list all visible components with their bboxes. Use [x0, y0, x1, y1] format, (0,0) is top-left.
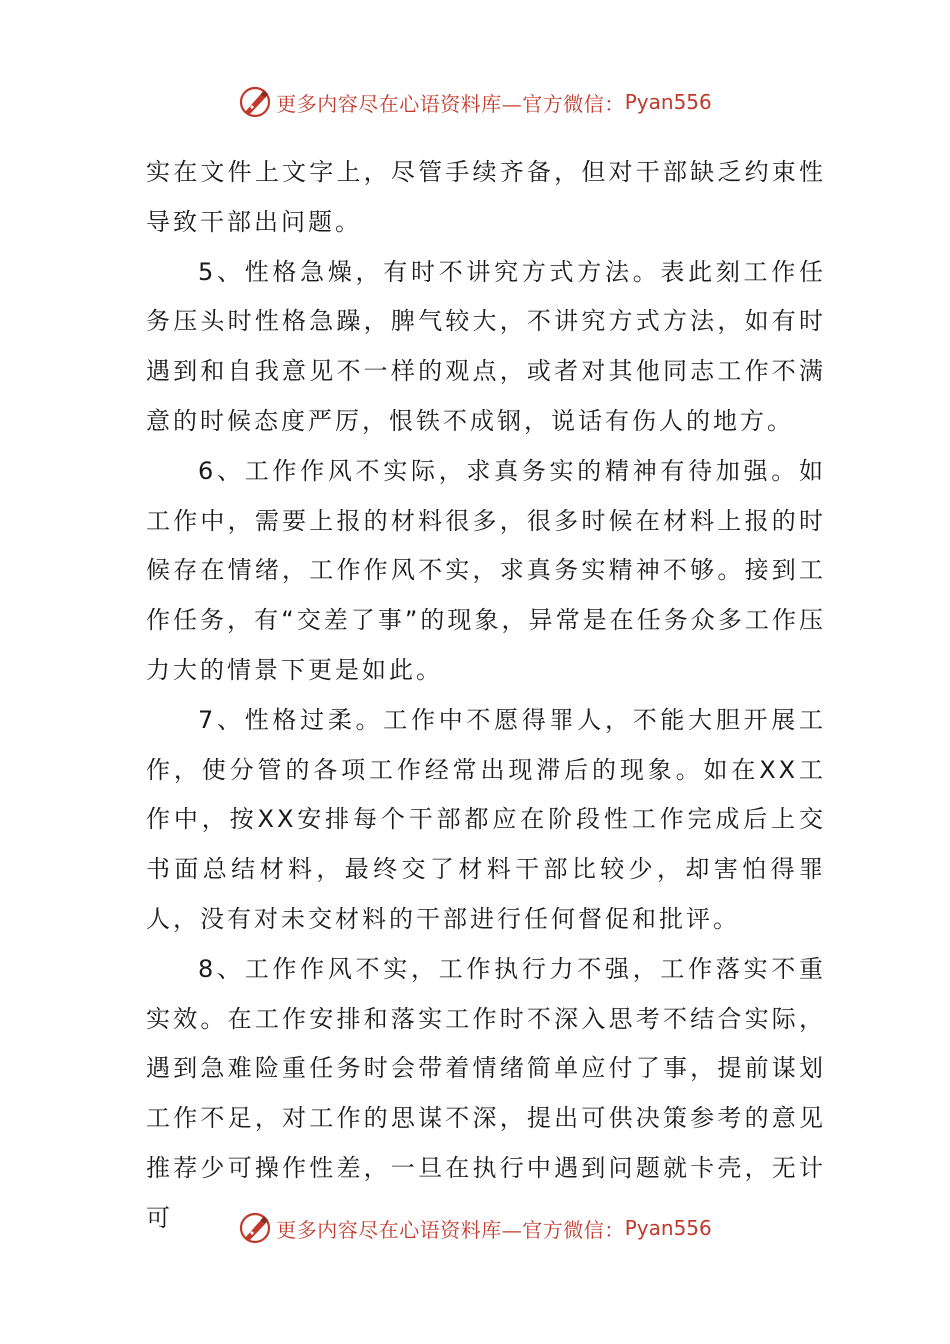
banner-text: 更多内容尽在心语资料库—官方微信： — [276, 91, 625, 116]
footer-banner — [0, 1208, 950, 1248]
paragraph-item-5: 5、性格急燥，有时不讲究方式方法。表此刻工作任务压头时性格急躁，脾气较大，不讲究方式方法，如有时遇到和自我意见不一样的观点，或者对其他同志工作不满意的时候态度严厉，恨铁不成钢，说话有伤人的地方。 — [146, 257, 826, 435]
banner-text: 更多内容尽在心语资料库—官方微信： — [276, 1217, 625, 1242]
paragraph-item-6: 6、工作作风不实际，求真务实的精神有待加强。如工作中，需要上报的材料很多，很多时候在材料上报的时候存在情绪，工作作风不实，求真务实精神不够。接到工作任务，有“交差了事”的现象，异常是在任务众多工作压力大的情景下更是如此。 — [146, 456, 826, 684]
paragraph-continuation: 实在文件上文字上，尽管手续齐备，但对干部缺乏约束性导致干部出问题。 — [146, 158, 826, 236]
paragraph-item-8: 8、工作作风不实，工作执行力不强，工作落实不重实效。在工作安排和落实工作时不深入思考不结合实际，遇到急难险重任务时会带着情绪简单应付了事，提前谋划工作不足，对工作的思谋不深，提出可供决策参考的意见推荐少可操作性差，一旦在执行中遇到问题就卡壳，无计可 — [146, 954, 826, 1232]
document-body — [146, 148, 826, 1244]
header-banner — [0, 82, 950, 122]
pen-nib-logo-icon — [238, 85, 272, 119]
paragraph-item-7: 7、性格过柔。工作中不愿得罪人，不能大胆开展工作，使分管的各项工作经常出现滞后的现象。如在XX工作中，按XX安排每个干部都应在阶段性工作完成后上交书面总结材料，最终交了材料干部比较少，却害怕得罪人，没有对未交材料的干部进行任何督促和批评。 — [146, 705, 826, 933]
banner-wechat-id: Pyan556 — [624, 90, 712, 114]
banner-wechat-id: Pyan556 — [624, 1216, 712, 1240]
pen-nib-logo-icon — [238, 1211, 272, 1245]
